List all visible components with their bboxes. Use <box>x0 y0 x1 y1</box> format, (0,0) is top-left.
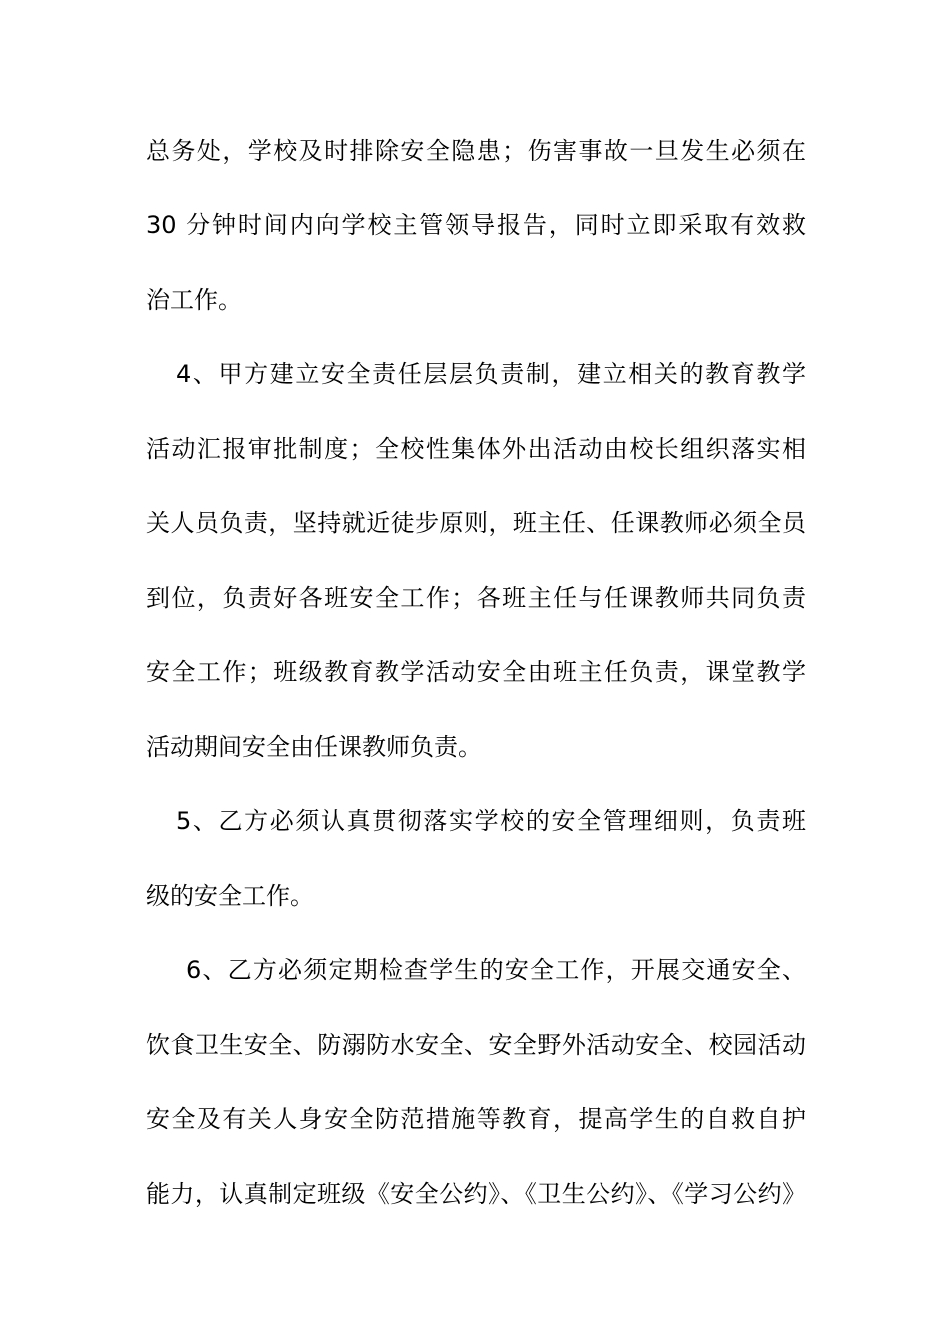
text-line: 安全及有关人身安全防范措施等教育，提高学生的自救自护 <box>146 1105 806 1133</box>
text-line: 能力，认真制定班级《安全公约》、《卫生公约》、《学习公约》 <box>146 1180 806 1208</box>
text-line: 活动期间安全由任课教师负责。 <box>146 733 482 761</box>
text-line: 关人员负责，坚持就近徒步原则，班主任、任课教师必须全员 <box>146 509 806 537</box>
text-line: 6、乙方必须定期检查学生的安全工作，开展交通安全、 <box>186 956 806 984</box>
text-line: 4、甲方建立安全责任层层负责制，建立相关的教育教学 <box>176 360 806 388</box>
text-line: 治工作。 <box>146 286 242 314</box>
text-line: 30 分钟时间内向学校主管领导报告，同时立即采取有效救 <box>146 211 806 239</box>
text-line: 活动汇报审批制度；全校性集体外出活动由校长组织落实相 <box>146 435 806 463</box>
text-line: 5、乙方必须认真贯彻落实学校的安全管理细则，负责班 <box>176 807 806 835</box>
text-line: 级的安全工作。 <box>146 882 314 910</box>
text-line: 总务处，学校及时排除安全隐患；伤害事故一旦发生必须在 <box>146 137 806 165</box>
text-line: 饮食卫生安全、防溺防水安全、安全野外活动安全、校园活动 <box>146 1031 806 1059</box>
text-line: 到位，负责好各班安全工作；各班主任与任课教师共同负责 <box>146 584 806 612</box>
text-line: 安全工作；班级教育教学活动安全由班主任负责，课堂教学 <box>146 658 806 686</box>
